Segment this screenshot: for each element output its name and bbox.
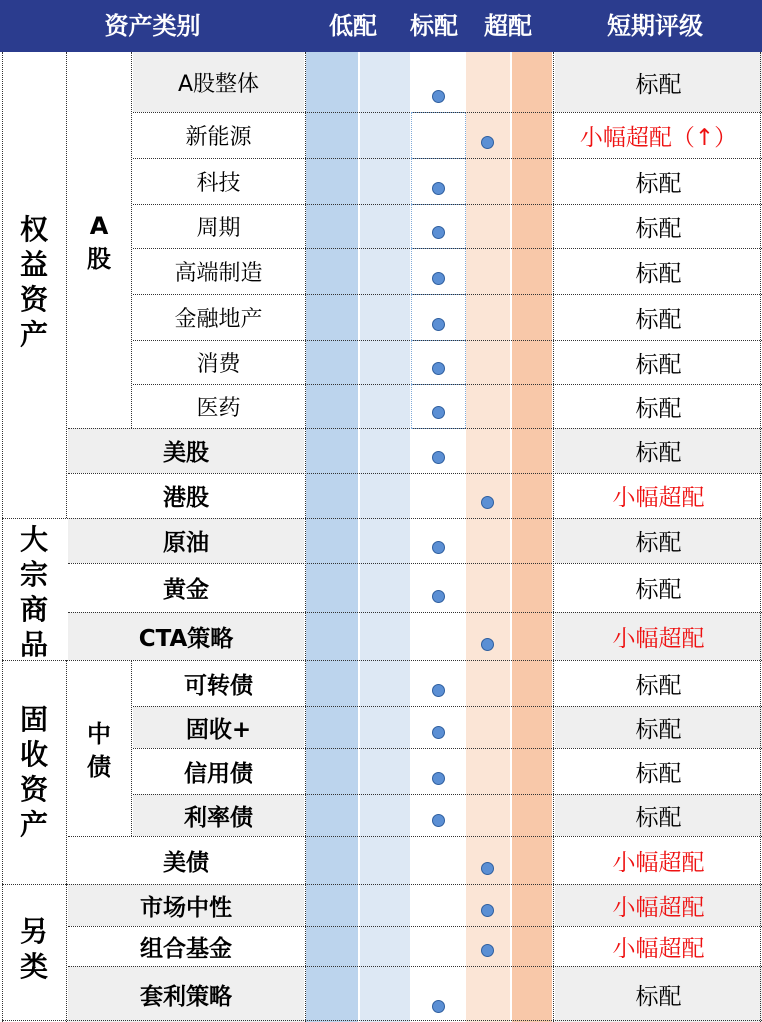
header-low: 低配 xyxy=(329,12,377,40)
grid-hline-blue xyxy=(411,248,465,249)
row-9-asset-name: 港股 xyxy=(163,485,209,511)
header-standard: 标配 xyxy=(410,12,458,40)
row-4-position-dot xyxy=(432,272,445,285)
row-6-rating: 标配 xyxy=(635,351,682,378)
row-15-rating: 标配 xyxy=(635,760,682,787)
row-15-position-dot xyxy=(432,772,445,785)
grid-vline-blue xyxy=(411,112,412,428)
grid-vline xyxy=(131,660,132,836)
over-band-light xyxy=(466,52,510,1022)
row-12-asset-name: CTA策略 xyxy=(138,625,234,652)
row-2-rating: 标配 xyxy=(635,170,682,197)
row-19-asset-name: 组合基金 xyxy=(140,935,232,962)
category-equity: 权益资产 xyxy=(19,213,48,351)
row-11-rating: 标配 xyxy=(635,577,682,603)
grid-hline-blue xyxy=(411,112,465,113)
grid-vline xyxy=(66,52,67,518)
grid-vline xyxy=(131,52,132,428)
row-14-position-dot xyxy=(432,726,445,739)
subcategory-a-share: A股 xyxy=(87,212,111,273)
grid-hline-blue xyxy=(411,428,465,429)
category-alternative: 另类 xyxy=(19,915,48,983)
row-3-asset-name: 周期 xyxy=(196,215,241,241)
row-20-rating: 标配 xyxy=(635,983,682,1010)
category-fixed-income: 固收资产 xyxy=(19,703,48,841)
table-header xyxy=(0,0,762,52)
row-9-rating: 小幅超配 xyxy=(612,485,705,511)
row-10-asset-name: 原油 xyxy=(163,530,209,556)
low-band-light xyxy=(360,52,410,1022)
row-17-rating: 小幅超配 xyxy=(612,849,705,876)
row-8-position-dot xyxy=(432,451,445,464)
grid-hline-blue xyxy=(411,158,465,159)
row-20-asset-name: 套利策略 xyxy=(140,983,232,1010)
row-11-position-dot xyxy=(432,590,445,603)
row-5-position-dot xyxy=(432,318,445,331)
low-band-dark xyxy=(306,52,358,1022)
grid-vline xyxy=(66,884,67,1022)
row-19-rating: 小幅超配 xyxy=(612,935,705,962)
row-13-rating: 标配 xyxy=(635,672,682,699)
row-13-asset-name: 可转债 xyxy=(184,672,253,699)
row-14-asset-name: 固收+ xyxy=(185,716,252,743)
row-16-asset-name: 利率债 xyxy=(184,804,253,831)
row-1-rating: 小幅超配（↑） xyxy=(579,124,738,151)
row-0-asset-name: A股整体 xyxy=(177,71,260,97)
row-18-asset-name: 市场中性 xyxy=(140,894,232,921)
row-3-position-dot xyxy=(432,226,445,239)
row-12-rating: 小幅超配 xyxy=(612,625,705,652)
row-10-rating: 标配 xyxy=(635,530,682,556)
row-1-position-dot xyxy=(481,136,494,149)
row-18-rating: 小幅超配 xyxy=(612,894,705,921)
grid-vline xyxy=(2,52,3,1022)
subcategory-china-bond: 中债 xyxy=(87,720,111,781)
row-18-position-dot xyxy=(481,904,494,917)
row-15-asset-name: 信用债 xyxy=(184,760,253,787)
row-5-asset-name: 金融地产 xyxy=(174,306,263,332)
row-14-rating: 标配 xyxy=(635,716,682,743)
row-13-position-dot xyxy=(432,684,445,697)
grid-hline-blue xyxy=(411,204,465,205)
row-19-position-dot xyxy=(481,944,494,957)
row-3-rating: 标配 xyxy=(635,215,682,242)
allocation-table xyxy=(0,52,762,1022)
row-8-rating: 标配 xyxy=(635,440,682,466)
row-6-position-dot xyxy=(432,362,445,375)
row-4-rating: 标配 xyxy=(635,260,682,287)
row-6-asset-name: 消费 xyxy=(196,351,241,377)
header-over: 超配 xyxy=(484,12,532,40)
grid-hline-blue xyxy=(411,384,465,385)
grid-vline xyxy=(553,52,554,1022)
row-8-asset-name: 美股 xyxy=(163,440,209,466)
row-16-rating: 标配 xyxy=(635,804,682,831)
row-0-position-dot xyxy=(432,90,445,103)
row-16-position-dot xyxy=(432,814,445,827)
grid-vline-blue xyxy=(465,112,466,428)
header-asset-class: 资产类别 xyxy=(104,12,201,40)
row-2-asset-name: 科技 xyxy=(196,170,241,196)
row-9-position-dot xyxy=(481,496,494,509)
row-11-asset-name: 黄金 xyxy=(163,577,209,603)
grid-hline-blue xyxy=(411,340,465,341)
row-7-position-dot xyxy=(432,406,445,419)
header-rating: 短期评级 xyxy=(607,12,703,40)
row-0-rating: 标配 xyxy=(635,71,682,98)
row-20-position-dot xyxy=(432,1000,445,1013)
row-4-asset-name: 高端制造 xyxy=(174,260,263,286)
grid-hline-blue xyxy=(411,294,465,295)
row-17-position-dot xyxy=(481,862,494,875)
row-12-position-dot xyxy=(481,638,494,651)
row-1-asset-name: 新能源 xyxy=(185,124,252,150)
row-17-asset-name: 美债 xyxy=(163,849,209,876)
row-10-position-dot xyxy=(432,541,445,554)
grid-vline xyxy=(305,52,306,1022)
row-2-position-dot xyxy=(432,182,445,195)
grid-vline xyxy=(66,660,67,884)
category-commodity: 大宗商品 xyxy=(19,523,48,661)
row-5-rating: 标配 xyxy=(635,306,682,333)
row-7-rating: 标配 xyxy=(635,395,682,422)
over-band-dark xyxy=(512,52,552,1022)
row-7-asset-name: 医药 xyxy=(196,395,241,421)
